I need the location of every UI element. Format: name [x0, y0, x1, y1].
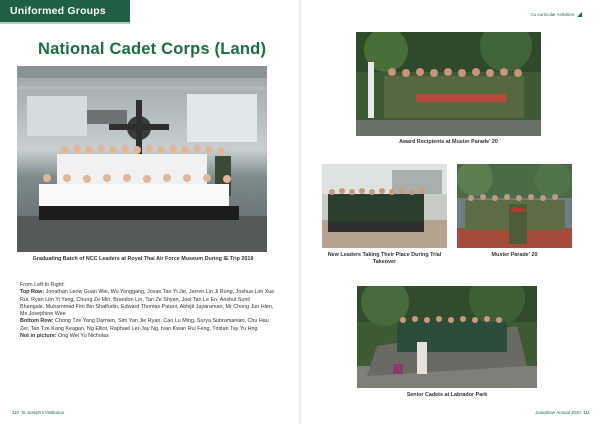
- muster-parade-photo: [457, 164, 572, 248]
- award-recipients-photo: [356, 32, 541, 136]
- right-header: [531, 12, 582, 17]
- bottom-row-text: Chong Tze Yang Damien, Sim Yan Jie Ryan, Cao Lu Ming, Surya Subramanian, Chu Hau Zer, Tan Tze Kang Keagan, Ng Elliot, Raphael Ler-Jay Ng, Ivan Kwan Rui Feng, Tristan Tay Yu Hng: [20, 318, 269, 332]
- right-footer: [535, 410, 590, 415]
- not-in-picture: [20, 333, 275, 340]
- section-tab: Uniformed Groups: [0, 0, 130, 22]
- not-in-picture-label: Not in picture:: [20, 333, 57, 340]
- left-footer: [12, 410, 64, 415]
- award-photo-caption: Award Recipients at Muster Parade' 20: [399, 139, 498, 145]
- top-row-label: Top Row:: [20, 289, 45, 296]
- bottom-row-names: [20, 318, 275, 333]
- page-title: National Cadet Corps (Land): [38, 40, 267, 58]
- new-leaders-photo: [322, 164, 447, 248]
- right-page-number: 111: [583, 410, 590, 415]
- right-header-text: Co-curricular Activities: [530, 12, 574, 17]
- not-in-picture-text: Ong Wei Yu Nicholas: [58, 333, 109, 340]
- muster-parade-caption: Muster Parade' 20: [491, 252, 538, 258]
- bottom-row-label: Bottom Row:: [20, 318, 54, 325]
- senior-cadets-caption: Senior Cadets at Labrador Park: [406, 392, 488, 398]
- main-photo-caption: Graduating Batch of NCC Leaders at Royal Thai Air Force Museum During IE Trip 2019: [32, 256, 254, 262]
- new-leaders-caption: New Leaders Taking Their Place During Trial Takeover: [327, 252, 442, 265]
- name-list: [20, 282, 275, 340]
- triangle-icon: [577, 12, 582, 17]
- left-footer-text: St Joseph's Institution: [21, 410, 65, 415]
- left-page-number: 110: [12, 410, 19, 415]
- top-row-text: Jonathan Leow Guan Wei, Wu Yonggang, Jovan Tan Yi Jie, Jarren Lin Ji Rong, Joshua Lim Xue Rui, Ryan Lim Yi Yang, Chung Ze Min, Brandon Lin, Tan Ze Shyan, Joel Tan Le En, Anshul Sunil Bhangale, Muhammad Fitri Bin Shaifudin, Edward Thomas Patani, Abhijit Jayaraman, Mr Chong Jun Hien, Ms Josephine Wee: [20, 289, 275, 318]
- right-page: [300, 0, 600, 424]
- top-row-names: [20, 289, 275, 318]
- main-group-photo: [17, 66, 267, 252]
- right-footer-text: Josephian Annual 2020: [535, 410, 581, 415]
- senior-cadets-photo: [357, 286, 537, 388]
- name-list-intro: From Left to Right:: [20, 282, 65, 288]
